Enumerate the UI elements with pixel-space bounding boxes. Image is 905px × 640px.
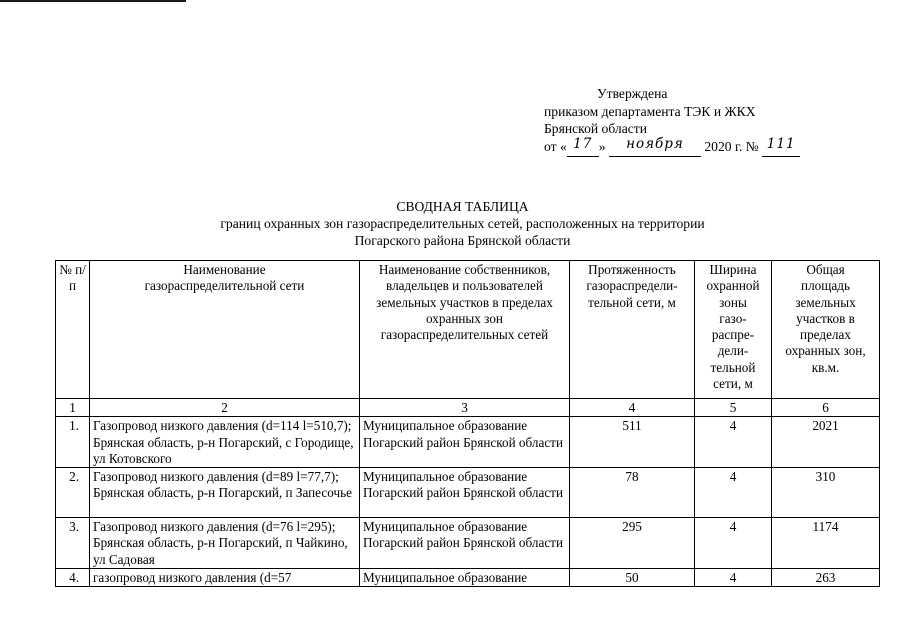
width-cell: 4 [695, 468, 772, 518]
header-length: Протяженность газораспредели-тельной сети, м [570, 261, 695, 399]
column-number: 1 [56, 399, 90, 417]
area-cell: 310 [772, 468, 880, 518]
table-row [56, 569, 880, 587]
width-cell: 4 [695, 569, 772, 587]
order-number-field [762, 135, 800, 158]
date-month-field [609, 135, 701, 158]
header-area: Общая площадь земельных участков в пределах охранных зон, кв.м. [772, 261, 880, 399]
network-name-cell: Газопровод низкого давления (d=89 l=77,7); Брянская область, р-н Погарский, п Запесочье [90, 468, 360, 518]
date-mid: » [598, 138, 606, 154]
header-owners: Наименование собственников, владельцев и пользователей земельных участков в пределах охранных зон газораспределительных сетей [360, 261, 570, 399]
table-header-row [56, 261, 880, 399]
network-name-cell: Газопровод низкого давления (d=76 l=295); Брянская область, р-н Погарский, п Чайкино, ул Садовая [90, 518, 360, 569]
length-cell: 295 [570, 518, 695, 569]
length-cell: 78 [570, 468, 695, 518]
width-cell: 4 [695, 417, 772, 468]
date-day-handwritten: 17 [573, 135, 593, 152]
document-subtitle-line1: границ охранных зон газораспределительных сетей, расположенных на территории [220, 216, 705, 231]
date-month-handwritten: ноября [626, 135, 684, 152]
table-row [56, 417, 880, 468]
network-name-cell: газопровод низкого давления (d=57 [90, 569, 360, 587]
row-number: 3. [56, 518, 90, 569]
approval-heading: Утверждена [597, 86, 668, 101]
width-cell: 4 [695, 518, 772, 569]
header-zone-width: Ширина охранной зоны газо-распре-дели-тельной сети, м [695, 261, 772, 399]
approval-order-line: приказом департамента ТЭК и ЖКХ [544, 103, 756, 119]
length-cell: 511 [570, 417, 695, 468]
table-row [56, 518, 880, 569]
owner-cell: Муниципальное образование Погарский район Брянской области [360, 518, 570, 569]
area-cell: 263 [772, 569, 880, 587]
title-block [100, 198, 825, 249]
date-day-field [567, 135, 599, 158]
area-cell: 1174 [772, 518, 880, 569]
owner-cell: Муниципальное образование Погарский район Брянской области [360, 417, 570, 468]
column-number: 2 [90, 399, 360, 417]
column-number: 5 [695, 399, 772, 417]
approval-block [544, 85, 800, 157]
table-row [56, 468, 880, 518]
approval-date-line [544, 135, 800, 158]
order-number-handwritten: 111 [766, 135, 796, 152]
column-number: 3 [360, 399, 570, 417]
summary-table [55, 260, 880, 587]
scan-edge-line [0, 0, 186, 2]
row-number: 4. [56, 569, 90, 587]
area-cell: 2021 [772, 417, 880, 468]
approval-region-line: Брянской области [544, 121, 647, 136]
date-year-text: 2020 г. № [704, 138, 759, 154]
header-network-name: Наименование газораспределительной сети [90, 261, 360, 399]
document-title: СВОДНАЯ ТАБЛИЦА [396, 199, 529, 214]
document-subtitle-line2: Погарского района Брянской области [354, 233, 571, 248]
header-number: № п/п [56, 261, 90, 399]
row-number: 1. [56, 417, 90, 468]
owner-cell: Муниципальное образование [360, 569, 570, 587]
row-number: 2. [56, 468, 90, 518]
owner-cell: Муниципальное образование Погарский район Брянской области [360, 468, 570, 518]
network-name-cell: Газопровод низкого давления (d=114 l=510,7); Брянская область, р-н Погарский, с Городище, ул Котовского [90, 417, 360, 468]
column-number-row [56, 399, 880, 417]
column-number: 4 [570, 399, 695, 417]
length-cell: 50 [570, 569, 695, 587]
date-prefix: от « [544, 138, 567, 154]
column-number: 6 [772, 399, 880, 417]
